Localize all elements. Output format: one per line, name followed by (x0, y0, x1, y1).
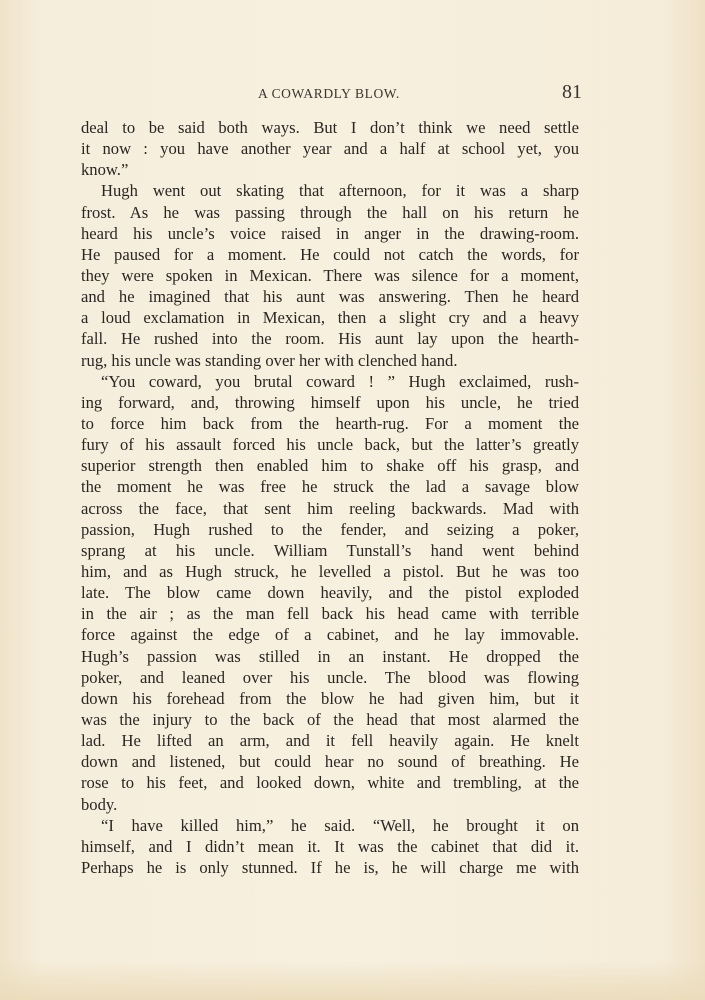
text-line: the moment he was free he struck the lad a savage blow (81, 477, 579, 497)
text-line: He paused for a moment. He could not catch the words, for (81, 244, 579, 264)
text-line: to force him back from the hearth-rug. For a moment the (81, 413, 579, 433)
text-line: ing forward, and, throwing himself upon his uncle, he tried (81, 392, 579, 412)
text-line: late. The blow came down heavily, and the pistol exploded (81, 583, 579, 603)
page-number: 81 (562, 81, 582, 103)
text-line: Perhaps he is only stunned. If he is, he will charge me with (81, 857, 579, 877)
paragraph-start-line: Hugh went out skating that afternoon, for it was a sharp (101, 181, 579, 201)
text-line: body. (81, 794, 118, 814)
text-line: deal to be said both ways. But I don’t think we need settle (81, 118, 579, 137)
paragraph-start-line: “You coward, you brutal coward ! ” Hugh exclaimed, rush- (101, 371, 579, 391)
text-line: poker, and leaned over his uncle. The blood was flowing (81, 667, 579, 687)
text-line: himself, and I didn’t mean it. It was the cabinet that did it. (81, 836, 579, 856)
text-line: frost. As he was passing through the hall on his return he (81, 202, 579, 222)
text-line: superior strength then enabled him to shake off his grasp, and (81, 456, 579, 476)
text-line: was the injury to the back of the head that most alarmed the (81, 709, 579, 729)
text-line: passion, Hugh rushed to the fender, and seizing a poker, (81, 519, 579, 539)
text-line: across the face, that sent him reeling backwards. Mad with (81, 498, 579, 518)
text-line: they were spoken in Mexican. There was silence for a moment, (81, 265, 579, 285)
text-line: fury of his assault forced his uncle back, but the latter’s greatly (81, 435, 579, 455)
text-line: rug, his uncle was standing over her with clenched hand. (81, 350, 458, 370)
text-line: heard his uncle’s voice raised in anger in the drawing-room. (81, 223, 579, 243)
text-line: sprang at his uncle. William Tunstall’s hand went behind (81, 540, 579, 560)
text-line: him, and as Hugh struck, he levelled a pistol. But he was too (81, 561, 579, 581)
text-line: rose to his feet, and looked down, white and trembling, at the (81, 773, 579, 793)
text-line: a loud exclamation in Mexican, then a slight cry and a heavy (81, 308, 579, 328)
text-line: Hugh’s passion was stilled in an instant. He dropped the (81, 646, 579, 666)
body-text (81, 117, 579, 878)
paragraph-start-line: “I have killed him,” he said. “Well, he brought it on (101, 815, 579, 835)
text-line: fall. He rushed into the room. His aunt lay upon the hearth- (81, 329, 579, 349)
text-line: lad. He lifted an arm, and it fell heavily again. He knelt (81, 731, 579, 751)
text-line: down his forehead from the blow he had given him, but it (81, 688, 579, 708)
running-head-title: A COWARDLY BLOW. (258, 86, 400, 101)
text-line: know.” (81, 160, 129, 180)
text-line: and he imagined that his aunt was answering. Then he heard (81, 287, 579, 307)
text-line: it now : you have another year and a half at school yet, you (81, 139, 579, 159)
text-line: force against the edge of a cabinet, and he lay immovable. (81, 625, 579, 645)
text-line: down and listened, but could hear no sound of breathing. He (81, 752, 579, 772)
text-line: in the air ; as the man fell back his head came with terrible (81, 604, 579, 624)
